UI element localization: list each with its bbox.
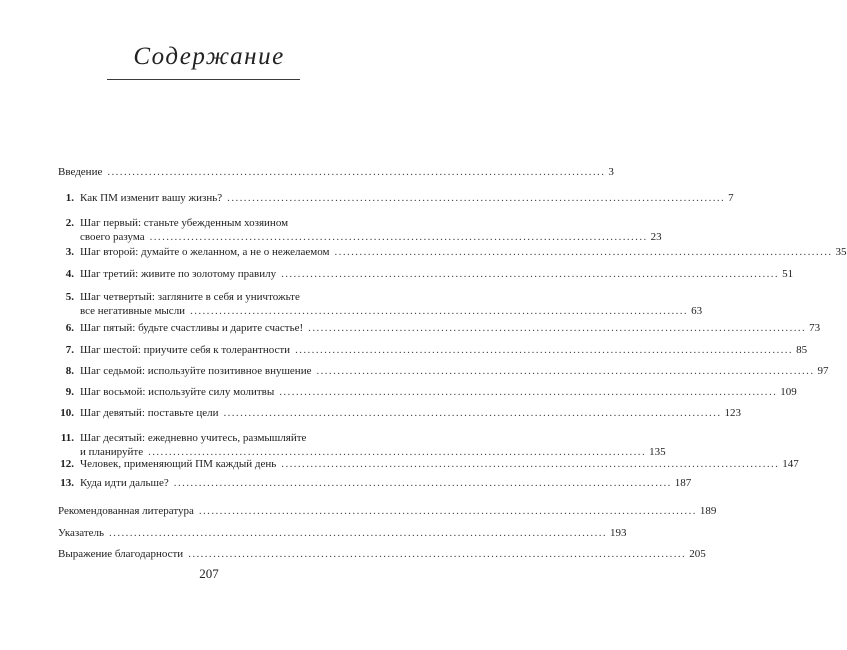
entry-page-number: 193	[610, 527, 627, 539]
entry-title: и планируйте	[80, 446, 144, 458]
entry-title: Введение	[58, 166, 103, 178]
toc-entry	[58, 321, 821, 335]
dot-leader: ........................................................................................................................	[281, 458, 780, 470]
chapter-number: 8.	[65, 365, 74, 377]
dot-leader: ........................................................................................................................	[188, 548, 687, 560]
chapter-number: 11.	[60, 432, 74, 444]
toc-entry	[58, 267, 794, 281]
entry-title: Рекомендованная литература	[58, 505, 194, 517]
toc-entry	[58, 406, 741, 420]
entry-page-number: 7	[728, 192, 734, 204]
entry-page-number: 205	[689, 548, 706, 560]
entry-page-number: 35	[835, 246, 847, 258]
entry-page-number: 123	[724, 407, 741, 419]
entry-title: Человек, применяющий ПМ каждый день	[80, 458, 277, 470]
entry-page-number: 63	[691, 305, 703, 317]
toc-entry	[58, 290, 703, 318]
toc-entry	[58, 431, 666, 459]
entry-page-number: 187	[674, 477, 692, 489]
dot-leader: ........................................................................................................................	[107, 166, 606, 178]
toc-entry	[58, 216, 662, 244]
toc-entry	[58, 504, 717, 518]
toc-entry	[58, 547, 706, 561]
toc-entry	[58, 526, 627, 540]
entry-page-number: 23	[650, 231, 662, 243]
dot-leader: ........................................................................................................................	[190, 305, 689, 317]
chapter-number: 3.	[65, 246, 74, 258]
toc-title: Содержание	[133, 43, 285, 70]
entry-title: Шаг пятый: будьте счастливы и дарите счастье!	[80, 322, 304, 334]
entry-title: своего разума	[80, 231, 145, 243]
dot-leader: ........................................................................................................................	[148, 446, 647, 458]
entry-page-number: 97	[817, 365, 829, 377]
entry-title: Выражение благодарности	[58, 548, 184, 560]
toc-entry	[58, 476, 692, 490]
toc-entry	[58, 364, 829, 378]
toc-entry	[58, 457, 799, 471]
entry-title: Куда идти дальше?	[80, 477, 169, 489]
dot-leader: ........................................................................................................................	[281, 268, 780, 280]
chapter-number: 10.	[60, 407, 74, 419]
toc-entry	[58, 343, 808, 357]
entry-title: все негативные мысли	[80, 305, 186, 317]
chapter-number: 2.	[65, 217, 74, 229]
toc-entry	[58, 165, 614, 179]
entry-title: Шаг восьмой: используйте силу молитвы	[80, 386, 275, 398]
entry-page-number: 3	[608, 166, 614, 178]
dot-leader: ........................................................................................................................	[295, 344, 794, 356]
dot-leader: ........................................................................................................................	[198, 505, 697, 517]
entry-page-number: 147	[782, 458, 799, 470]
chapter-number: 4.	[65, 268, 74, 280]
chapter-number: 9.	[65, 386, 74, 398]
dot-leader: ........................................................................................................................	[334, 246, 833, 258]
entry-page-number: 109	[780, 386, 797, 398]
entry-title: Шаг девятый: поставьте цели	[80, 407, 219, 419]
title-underline	[107, 79, 300, 80]
dot-leader: ........................................................................................................................	[109, 527, 608, 539]
dot-leader: ........................................................................................................................	[173, 477, 672, 489]
toc-entry	[58, 245, 847, 259]
entry-title: Как ПМ изменит вашу жизнь?	[80, 192, 223, 204]
chapter-number: 13.	[60, 477, 74, 489]
dot-leader: ........................................................................................................................	[149, 231, 648, 243]
entry-page-number: 189	[699, 505, 717, 517]
entry-page-number: 51	[782, 268, 794, 280]
entry-title: Указатель	[58, 527, 105, 539]
dot-leader: ........................................................................................................................	[308, 322, 807, 334]
entry-page-number: 135	[649, 446, 666, 458]
entry-title: Шаг шестой: приучите себя к толерантности	[80, 344, 291, 356]
entry-page-number: 85	[796, 344, 808, 356]
dot-leader: ........................................................................................................................	[227, 192, 726, 204]
entry-page-number: 73	[809, 322, 821, 334]
toc-entry	[58, 191, 734, 205]
dot-leader: ........................................................................................................................	[316, 365, 815, 377]
chapter-number: 12.	[60, 458, 74, 470]
entry-title: Шаг четвертый: загляните в себя и уничтожьте	[80, 291, 300, 303]
toc-entry	[58, 385, 797, 399]
chapter-number: 6.	[65, 322, 74, 334]
chapter-number: 5.	[65, 291, 74, 303]
chapter-number: 1.	[65, 192, 74, 204]
chapter-number: 7.	[65, 344, 74, 356]
entry-title: Шаг третий: живите по золотому правилу	[80, 268, 277, 280]
page-number: 207	[199, 566, 219, 581]
entry-title: Шаг первый: станьте убежденным хозяином	[80, 217, 289, 229]
dot-leader: ........................................................................................................................	[223, 407, 722, 419]
dot-leader: ........................................................................................................................	[279, 386, 778, 398]
entry-title: Шаг второй: думайте о желанном, а не о нежелаемом	[80, 246, 330, 258]
entry-title: Шаг десятый: ежедневно учитесь, размышляйте	[80, 432, 307, 444]
entry-title: Шаг седьмой: используйте позитивное внушение	[80, 365, 312, 377]
